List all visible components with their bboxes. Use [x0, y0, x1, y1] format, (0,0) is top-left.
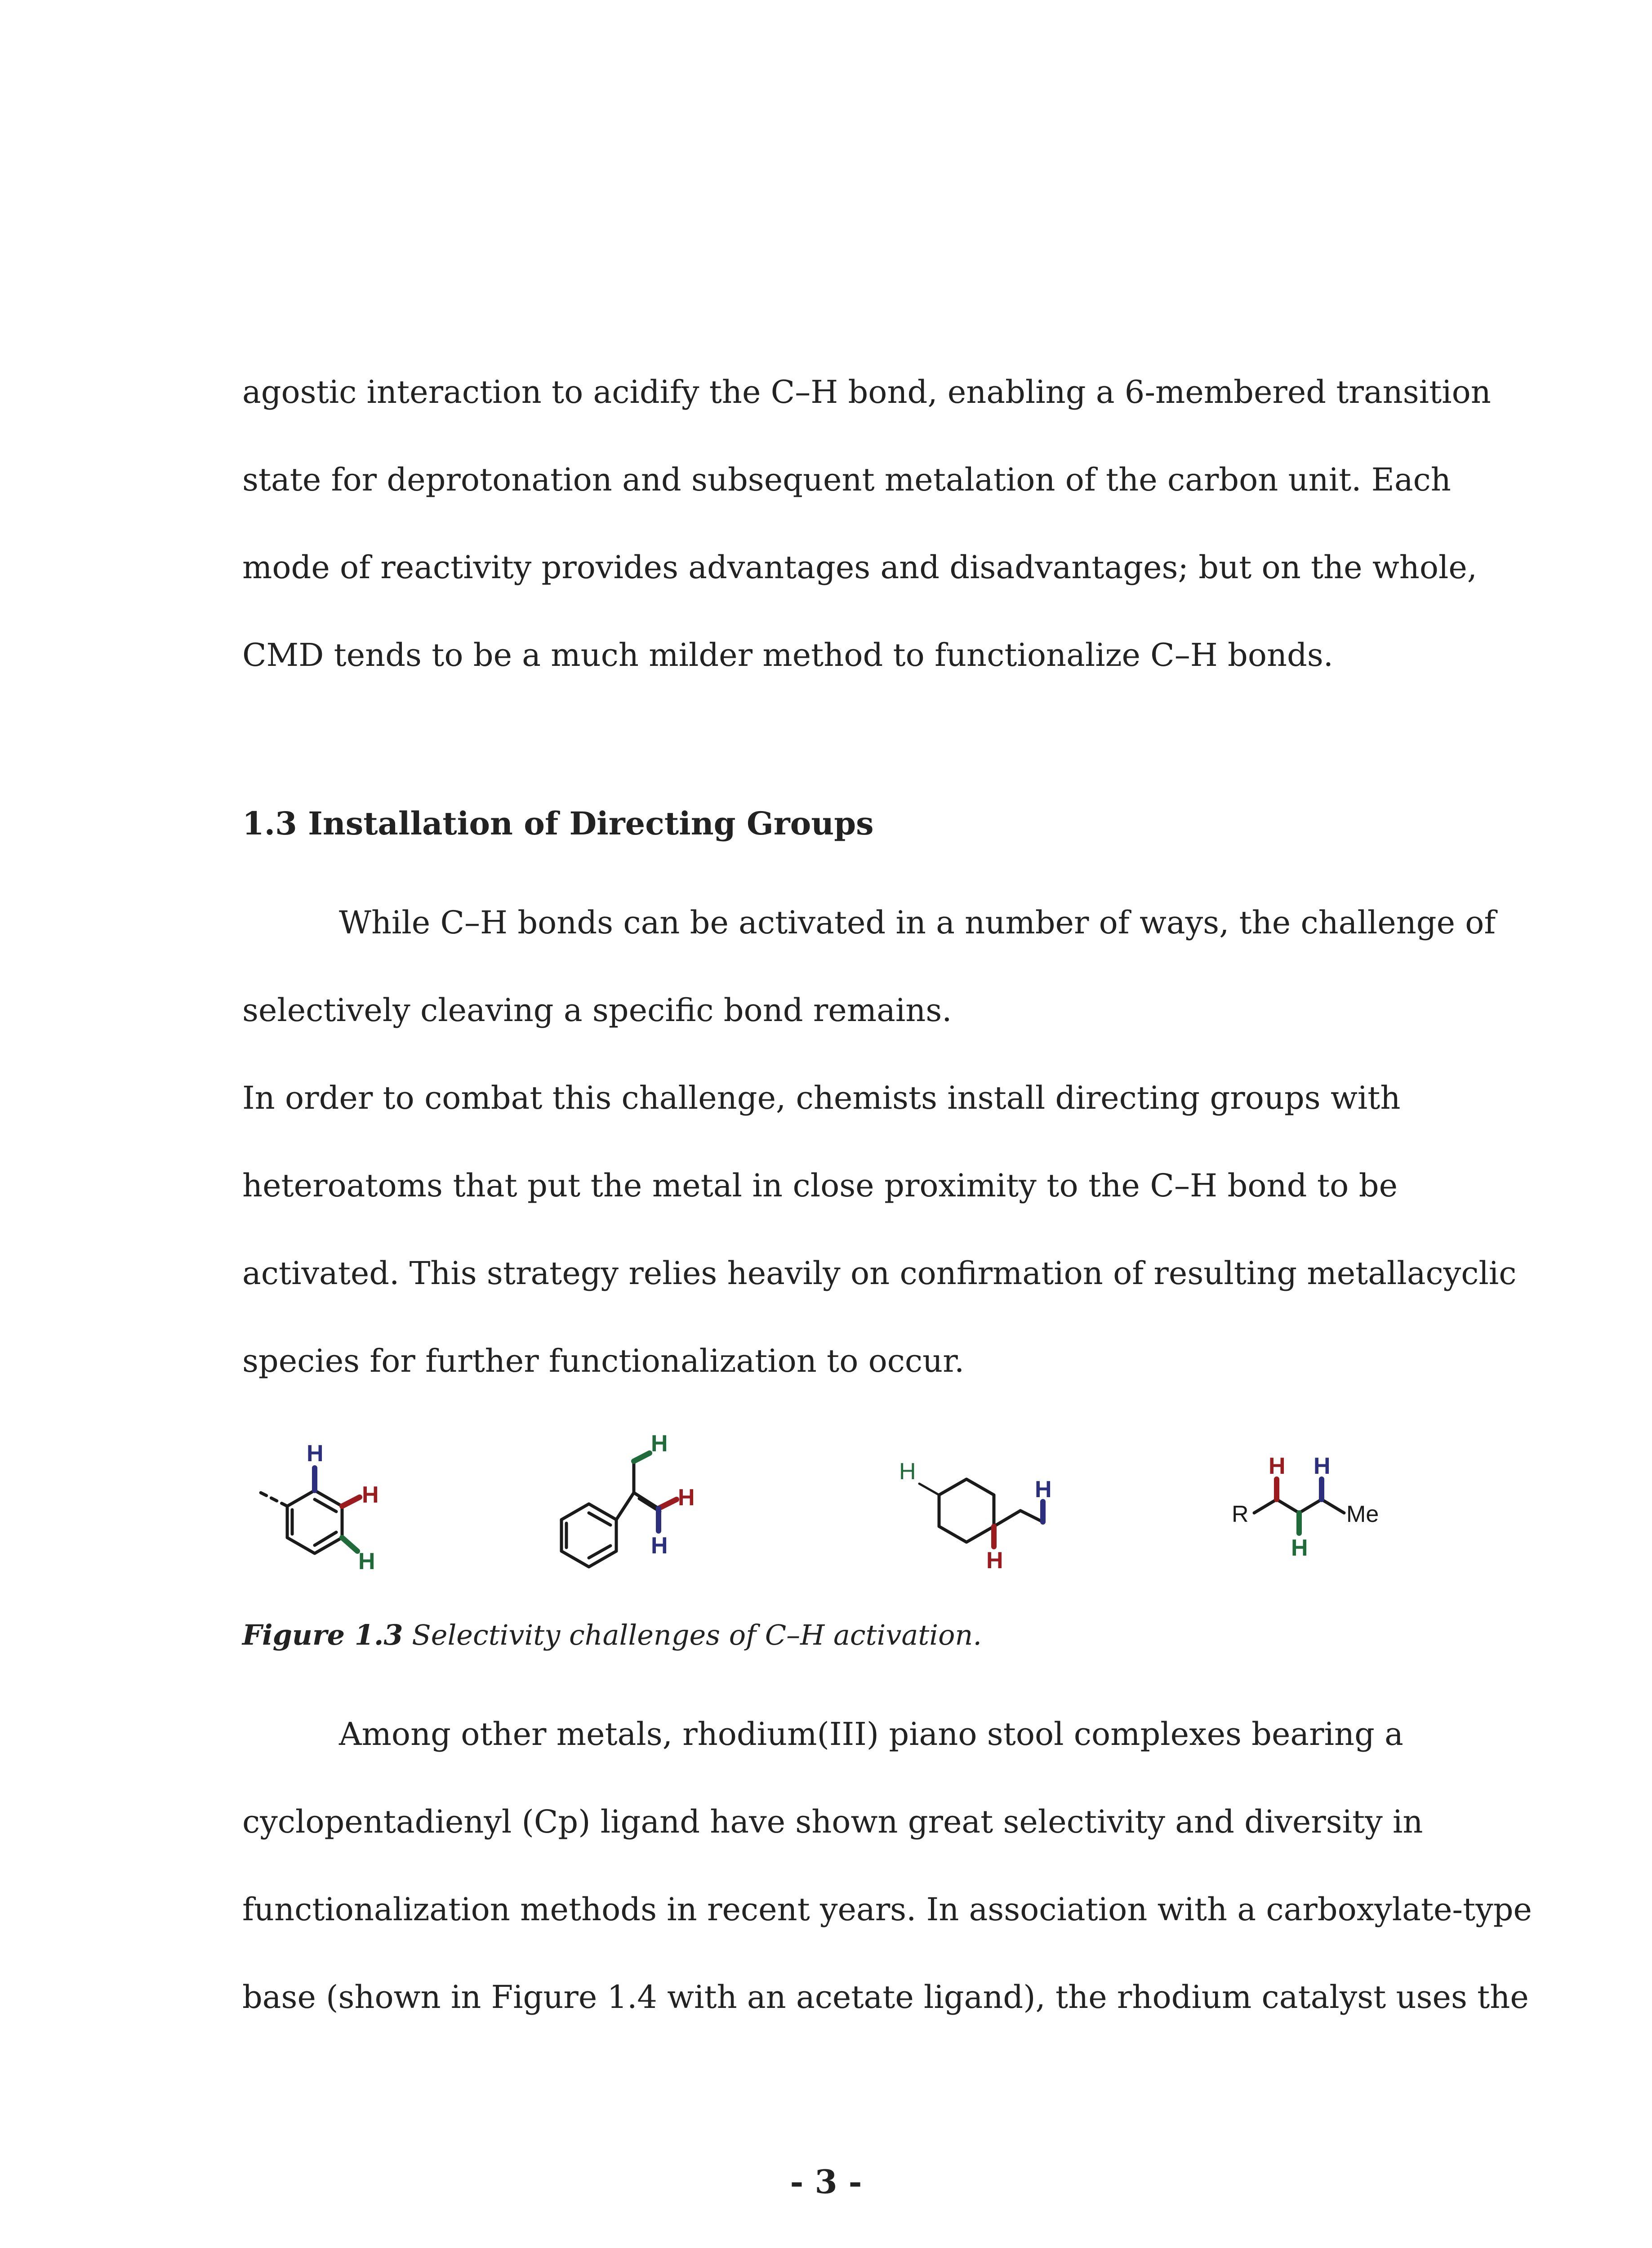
atom-label-h: H — [678, 1485, 695, 1511]
page-number: - 3 - — [790, 2163, 862, 2201]
molecule-arene — [261, 1468, 360, 1553]
text-line: functionalization methods in recent years. In association with a carboxylate-type — [242, 1891, 1532, 1928]
atom-label-h: H — [1314, 1453, 1331, 1479]
atom-label-h: H — [358, 1548, 375, 1574]
text-line: While C–H bonds can be activated in a number of ways, the challenge of — [339, 904, 1496, 941]
paragraph-rhodium — [242, 1690, 1532, 2041]
atom-label-h: H — [651, 1431, 668, 1457]
atom-label-r: R — [1232, 1501, 1249, 1527]
text-line: Among other metals, rhodium(III) piano stool complexes bearing a — [339, 1716, 1403, 1753]
text-line: base (shown in Figure 1.4 with an acetate ligand), the rhodium catalyst uses the — [242, 1979, 1529, 2016]
atom-label-h: H — [362, 1482, 379, 1508]
section-heading: 1.3 Installation of Directing Groups — [242, 805, 874, 842]
atom-label-me: Me — [1346, 1501, 1379, 1527]
text-line: species for further functionalization to occur. — [242, 1343, 965, 1379]
figure-selectivity-challenges — [225, 1416, 1438, 1578]
figure-structures — [225, 1416, 1438, 1578]
atom-label-h: H — [651, 1533, 668, 1559]
text-line: selectively cleaving a specific bond remains. — [242, 992, 952, 1029]
atom-label-h: H — [1291, 1535, 1308, 1561]
atom-label-h: H — [307, 1441, 324, 1467]
text-line: CMD tends to be a much milder method to functionalize C–H bonds. — [242, 637, 1334, 674]
text-line: agostic interaction to acidify the C–H bond, enabling a 6-membered transition — [242, 374, 1491, 410]
text-line: cyclopentadienyl (Cp) ligand have shown great selectivity and diversity in — [242, 1803, 1423, 1840]
figure-caption-text: Selectivity challenges of C–H activation. — [412, 1619, 982, 1651]
atom-label-h: H — [1269, 1453, 1286, 1479]
atom-label-h: H — [986, 1548, 1003, 1574]
atom-label-h: H — [1035, 1476, 1052, 1503]
figure-label: Figure 1.3 — [242, 1619, 403, 1651]
paragraph-directing-groups — [242, 1054, 1517, 1405]
paragraph-agostic — [242, 348, 1491, 699]
figure-caption — [242, 1619, 982, 1651]
text-line: state for deprotonation and subsequent metalation of the carbon unit. Each — [242, 461, 1451, 498]
molecule-cyclohexane — [919, 1479, 1043, 1547]
atom-labels — [307, 1431, 1379, 1574]
paragraph-selectivity — [242, 879, 1496, 1054]
text-line: activated. This strategy relies heavily on confirmation of resulting metallacyclic — [242, 1255, 1517, 1292]
atom-label-h: H — [899, 1459, 916, 1485]
text-line: heteroatoms that put the metal in close proximity to the C–H bond to be — [242, 1167, 1398, 1204]
molecule-alkyl-chain — [1254, 1479, 1344, 1533]
text-line: In order to combat this challenge, chemists install directing groups with — [242, 1079, 1401, 1116]
text-line: mode of reactivity provides advantages and disadvantages; but on the whole, — [242, 549, 1478, 586]
